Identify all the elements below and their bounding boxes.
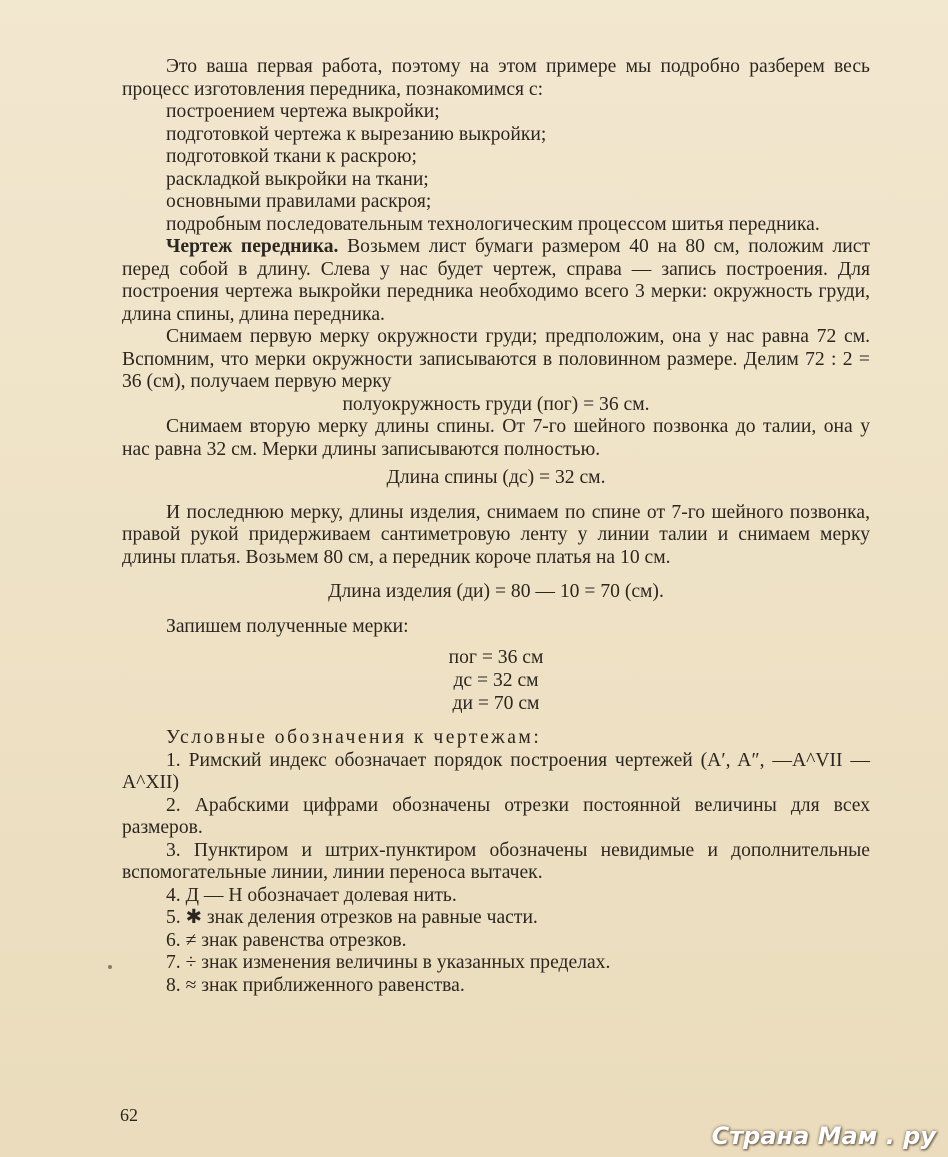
drawing-text: Возьмем лист бумаги размером 40 на 80 см, положим лист перед собой в длину. Слева у нас будет чертеж, справа — запись построения. Для построения чертежа выкройки передника необходимо всего 3 мерки: окружность груди, длина спины, длина передника. (122, 236, 870, 325)
legend-item: 6. ≠ знак равенства отрезков. (166, 929, 407, 951)
chest-paragraph: Снимаем первую мерку окружности груди; предположим, она у нас равна 72 см. Вспомним, что мерки окружности записываются в половинном размере. Делим 72 : 2 = 36 (см), получаем первую мерку (122, 326, 870, 392)
list-item: подробным последовательным технологическим процессом шитья передника. (166, 213, 820, 235)
product-formula: Длина изделия (ди) = 80 — 10 = 70 (см). (328, 581, 664, 602)
intro-paragraph: Это ваша первая работа, поэтому на этом примере мы подробно разберем весь процесс изготовления передника, познакомимся с: (122, 56, 870, 100)
list-item: подготовкой чертежа к вырезанию выкройки; (166, 123, 547, 145)
legend-item: 8. ≈ знак приближенного равенства. (166, 974, 465, 996)
legend-item: 3. Пунктиром и штрих-пунктиром обозначены невидимые и дополнительные вспомогательные линии, линии переноса вытачек. (122, 839, 870, 883)
legend-item: 4. Д — Н обозначает долевая нить. (166, 884, 457, 906)
chest-formula: полуокружность груди (пог) = 36 см. (342, 393, 650, 415)
paper-spot (108, 965, 112, 969)
drawing-paragraph (122, 236, 870, 326)
legend-item: 2. Арабскими цифрами обозначены отрезки постоянной величины для всех размеров. (122, 794, 870, 838)
measurement-line: пог = 36 см (448, 647, 544, 668)
list-item: основными правилами раскроя; (166, 191, 432, 212)
list-item: построением чертежа выкройки; (166, 101, 440, 122)
legend-item: 1. Римский индекс обозначает порядок построения чертежей (A′, A″, —A^VII —A^XII) (122, 749, 870, 793)
legend-title: Условные обозначения к чертежам: (166, 727, 542, 748)
measurements-block (122, 646, 870, 715)
legend-item: 7. ÷ знак изменения величины в указанных пределах. (166, 952, 611, 973)
page-number: 62 (120, 1105, 138, 1125)
measurement-line: ди = 70 см (452, 693, 540, 714)
list-item: раскладкой выкройки на ткани; (166, 168, 429, 190)
drawing-heading: Чертеж передника. (166, 236, 339, 257)
list-item: подготовкой ткани к раскрою; (166, 146, 417, 167)
record-paragraph: Запишем полученные мерки: (166, 615, 409, 637)
back-formula: Длина спины (дс) = 32 см. (386, 467, 606, 488)
measurement-line: дс = 32 см (453, 670, 539, 691)
product-paragraph: И последнюю мерку, длины изделия, снимаем по спине от 7-го шейного позвонка, правой рукой придерживаем сантиметровую ленту у линии талии и снимаем мерку длины платья. Возьмем 80 см, а передник короче платья на 10 см. (122, 501, 870, 568)
site-watermark: Страна Мам . ру (711, 1122, 936, 1150)
back-paragraph: Снимаем вторую мерку длины спины. От 7-го шейного позвонка до талии, она у нас равна 32 см. Мерки длины записываются полностью. (122, 416, 870, 460)
legend-item: 5. ✱ знак деления отрезков на равные части. (166, 907, 538, 928)
page-content (122, 56, 870, 997)
